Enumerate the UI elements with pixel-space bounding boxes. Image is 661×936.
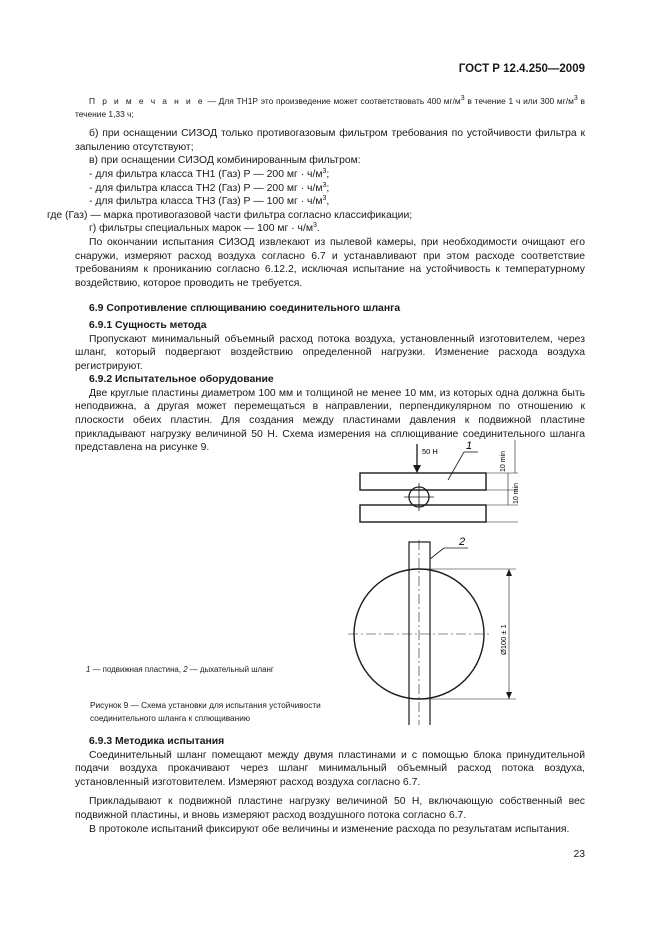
list-item-th1: - для фильтра класса ТН1 (Газ) Р — 200 мг · $ч/м^3$;: [89, 167, 330, 180]
figure-9-diagram: [340, 430, 545, 725]
section-6-9-title: 6.9 Сопротивление сплющиванию соединительного шланга: [89, 303, 401, 315]
figure-caption: Рисунок 9 — Схема установки для испытания устойчивости соединительного шланга к сплющиванию: [90, 700, 321, 723]
label-1: 1: [466, 440, 473, 452]
text-block-bottom: [75, 735, 585, 836]
section-6-9-1-title: 6.9.1 Сущность метода: [89, 319, 207, 331]
section-6-9-3-p3: В протоколе испытаний фиксируют обе величины и изменение расхода по результатам испытания.: [89, 823, 570, 835]
figure-legend: 1 — подвижная пластина, 2 — дыхательный шланг: [86, 665, 274, 674]
list-item-v: в) при оснащении СИЗОД комбинированным фильтром:: [89, 155, 361, 167]
where-clause: где (Газ) — марка противогазовой части фильтра согласно классификации;: [47, 209, 413, 221]
section-6-9-2-text: Две круглые пластины диаметром 100 мм и толщиной не менее 10 мм, из которых одна должна быть неподвижна, а другая может перемещаться в направлении, перпендикулярном по отношению к плоскости обеих пластин. Для создания между пластинами давления к подвижной пластине прикладывают нагрузку величиной 50 Н. Схема измерения на сплющивание соединительного шланга представлена на рисунке 9.: [75, 387, 585, 454]
note-label: П р и м е ч а н и е: [89, 96, 205, 106]
document-code: ГОСТ Р 12.4.250—2009: [458, 63, 585, 75]
section-6-9-1-text: Пропускают минимальный объемный расход потока воздуха, установленный изготовителем, через шланг, который подвергают воздействию определенной нагрузки. Изменение расхода воздуха регистрируют.: [75, 333, 585, 372]
note-paragraph: П р и м е ч а н и е — Для ТН1Р это произведение может соответствовать 400 $мг/м^3$ в течение 1 ч или 300 $мг/м^3$ в течение 1,33 ч;: [75, 95, 585, 119]
paragraph-end-of-test: По окончании испытания СИЗОД извлекают из пылевой камеры, при необходимости очищают его снаружи, измеряют расход воздуха согласно 6.7 и устанавливают при этом расходе соответствие требованиям к прониканию согласно 6.12.2, исключая испытание на устойчивость к температурному воздействию, которое проводить не требуется.: [75, 236, 585, 289]
force-arrow-head: [413, 465, 421, 473]
label-2: 2: [459, 536, 466, 548]
dimension-top: 10 min: [500, 450, 507, 472]
section-6-9-2-title: 6.9.2 Испытательное оборудование: [89, 374, 274, 386]
text-block-top: [47, 95, 585, 455]
list-item-b: б) при оснащении СИЗОД только противогазовым фильтром требования по устойчивости фильтра к запылению отсутствуют;: [75, 128, 585, 153]
list-item-th2: - для фильтра класса ТН2 (Газ) Р — 200 мг · $ч/м^3$;: [89, 181, 330, 194]
dimension-middle: 10 min: [513, 482, 520, 504]
fixed-plate: [360, 505, 486, 522]
section-6-9-3-title: 6.9.3 Методика испытания: [89, 736, 225, 747]
dimension-diameter: Ø100 ± 1: [499, 624, 508, 655]
page-number: 23: [573, 849, 585, 860]
list-item-g: г) фильтры специальных марок — 100 мг · $ч/м^3$.: [89, 222, 320, 235]
force-label: 50 Н: [422, 447, 438, 456]
section-6-9-3-p2: Прикладывают к подвижной пластине нагрузку величиной 50 Н, включающую собственный вес подвижной пластины, и вновь измеряют расход воздушного потока согласно 6.7.: [75, 796, 585, 821]
section-6-9-3-p1: Соединительный шланг помещают между двумя пластинами и с помощью блока принудительной подачи воздуха прокачивают через шланг минимальный объемный расход потока воздуха, установленный изготовителем. Измеряют расход воздуха согласно 6.7.: [75, 749, 585, 788]
list-item-th3: - для фильтра класса ТН3 (Газ) Р — 100 мг · $ч/м^3$,: [89, 195, 330, 208]
